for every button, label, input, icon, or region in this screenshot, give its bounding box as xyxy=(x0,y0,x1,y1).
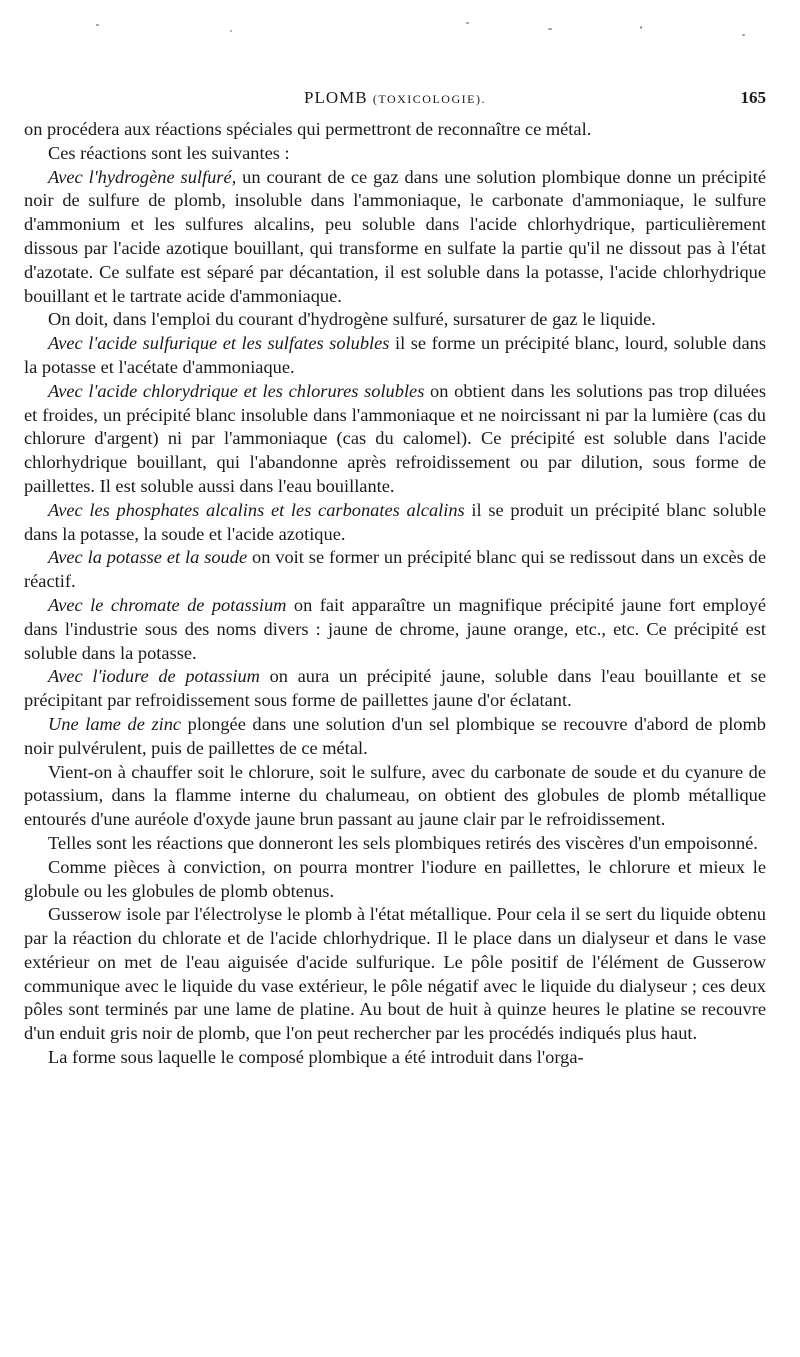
scan-speck xyxy=(96,24,99,26)
paragraph-11: Une lame de zinc plongée dans une solution d'un sel plombique se recouvre d'abord de plomb noir pulvérulent, puis de paillettes de ce métal. xyxy=(24,713,766,758)
running-head-main: PLOMB xyxy=(304,88,368,107)
paragraph-lead: Avec les phosphates alcalins et les carbonates alcalins xyxy=(48,499,465,520)
paragraph-14: Comme pièces à conviction, on pourra montrer l'iodure en paillettes, le chlorure et mieux le globule ou les globules de plomb obtenus. xyxy=(24,856,766,901)
paragraph-15: Gusserow isole par l'électrolyse le plomb à l'état métallique. Pour cela il se sert du liquide obtenu par la réaction du chlorate et de l'acide chlorhydrique. Il le place dans un dialyseur et dans le vase extérieur on met de l'eau aiguisée d'acide sulfurique. Le pôle positif de l'élément de Gusserow communique avec le liquide du vase extérieur, le pôle négatif avec le liquide du dialyseur ; ces deux pôles sont terminés par une lame de platine. Au bout de huit à quinze heures le platine se recouvre d'un enduit gris noir de plomb, que l'on peut rechercher par les procédés indiqués plus haut. xyxy=(24,904,766,1044)
page-number: 165 xyxy=(740,88,766,107)
paragraph-1: on procédera aux réactions spéciales qui permettront de reconnaître ce métal. xyxy=(24,119,592,139)
paragraph-lead: Une lame de zinc xyxy=(48,713,182,734)
running-head xyxy=(24,88,766,110)
scan-speck xyxy=(640,26,642,29)
scan-speck xyxy=(742,34,745,36)
book-page xyxy=(24,0,766,1357)
paragraph-lead: Avec l'hydrogène sulfuré, xyxy=(48,166,237,187)
paragraph-10: Avec l'iodure de potassium on aura un précipité jaune, soluble dans l'eau bouillante et se précipitant par refroidissement sous forme de paillettes jaune d'or éclatant. xyxy=(24,666,766,711)
paragraph-12: Vient-on à chauffer soit le chlorure, soit le sulfure, avec du carbonate de soude et du cyanure de potassium, dans la flamme interne du chalumeau, on obtient des globules de plomb métallique entourés d'une auréole d'oxyde jaune brun passant au jaune clair par le refroidissement. xyxy=(24,761,766,830)
scan-speck xyxy=(230,30,232,32)
paragraph-6: Avec l'acide chlorydrique et les chlorures solubles on obtient dans les solutions pas trop diluées et froides, un précipité blanc insoluble dans l'ammoniaque et ne noircissant ni par la lumière (cas du chlorure d'argent) ni par l'ammoniaque (cas du calomel). Ce précipité est soluble dans l'acide chlorhydrique bouillant, qui l'abandonne après refroidissement ou par dilution, sous forme de paillettes. Il est soluble aussi dans l'eau bouillante. xyxy=(24,380,767,496)
paragraph-lead: Avec l'iodure de potassium xyxy=(48,666,260,687)
paragraph-16: La forme sous laquelle le composé plombique a été introduit dans l'orga- xyxy=(48,1047,584,1068)
paragraph-lead: Avec la potasse et la soude xyxy=(48,547,248,568)
paragraph-3: Avec l'hydrogène sulfuré, un courant de ce gaz dans une solution plombique donne un précipité noir de sulfure de plomb, insoluble dans l'ammoniaque, le carbonate d'ammoniaque, le sulfure d'ammonium et les sulfures alcalins, peu soluble dans l'acide chlorhydrique, particulièrement dissous par l'acide azotique bouillant, qui transforme en sulfate la partie qu'il ne dissout pas à l'état d'azotate. Ce sulfate est séparé par décantation, il est soluble dans la potasse, l'acide chlorhydrique bouillant et le tartrate acide d'ammoniaque. xyxy=(24,166,766,306)
running-head-title xyxy=(24,88,766,108)
paragraph-9: Avec le chromate de potassium on fait apparaître un magnifique précipité jaune fort employé dans l'industrie sous des noms divers : jaune de chrome, jaune orange, etc., etc. Ce précipité est soluble dans la potasse. xyxy=(24,594,766,663)
paragraph-4: On doit, dans l'emploi du courant d'hydrogène sulfuré, sursaturer de gaz le liquide. xyxy=(48,309,656,330)
scan-speck xyxy=(466,22,469,24)
paragraph-lead: Avec le chromate de potassium xyxy=(48,594,287,615)
paragraph-7: Avec les phosphates alcalins et les carbonates alcalins il se produit un précipité blanc soluble dans la potasse, la soude et l'acide azotique. xyxy=(24,499,766,544)
body-text xyxy=(24,118,766,1070)
paragraph-2: Ces réactions sont les suivantes : xyxy=(48,142,290,163)
paragraph-5: Avec l'acide sulfurique et les sulfates solubles il se forme un précipité blanc, lourd, soluble dans la potasse et l'acétate d'ammoniaque. xyxy=(24,333,766,377)
paragraph-lead: Avec l'acide chlorydrique et les chlorures solubles xyxy=(48,380,425,401)
paragraph-lead: Avec l'acide sulfurique et les sulfates solubles xyxy=(48,333,390,354)
paragraph-13: Telles sont les réactions que donneront les sels plombiques retirés des viscères d'un empoisonné. xyxy=(48,832,758,853)
running-head-sub: (TOXICOLOGIE). xyxy=(372,92,486,106)
scan-speck xyxy=(548,28,552,30)
paragraph-8: Avec la potasse et la soude on voit se former un précipité blanc qui se redissout dans un excès de réactif. xyxy=(24,547,767,592)
